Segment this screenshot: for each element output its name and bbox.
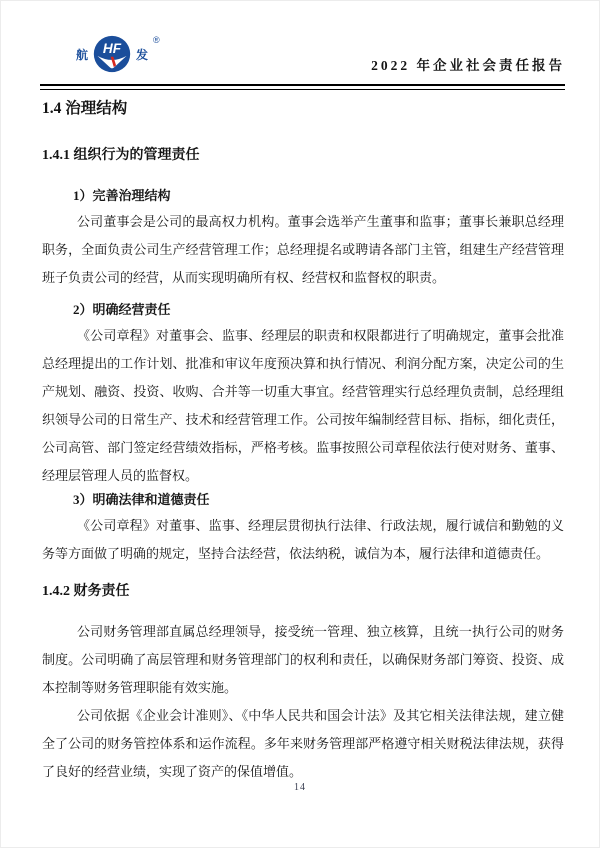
item-paragraph-3: 《公司章程》对董事、监事、经理层贯彻执行法律、行政法规，履行诚信和勤勉的义务等方面做了明确的规定，坚持合法经营，依法纳税，诚信为本，履行法律和道德责任。	[42, 518, 564, 561]
emblem-hf-text: HF	[102, 41, 122, 57]
hf-emblem-icon	[92, 34, 132, 74]
logo-left-char: 航	[76, 47, 89, 62]
document-body	[42, 92, 564, 786]
report-title: 2022 年企业社会责任报告	[371, 58, 565, 73]
header-divider	[40, 84, 565, 90]
item-paragraph-2: 《公司章程》对董事会、监事、经理层的职责和权限都进行了明确规定，董事会批准总经理提出的工作计划、批准和审议年度预决算和执行情况、利润分配方案，决定公司的生产规划、融资、投资、收购、合并等一切重大事宜。经营管理实行总经理负责制，总经理组织领导公司的日常生产、技术和经营管理工作。公司按年编制经营目标、指标，细化责任，公司高管、部门签定经营绩效指标，严格考核。监事按照公司章程依法行使对财务、董事、经理层管理人员的监督权。	[42, 328, 564, 483]
company-logo	[76, 34, 159, 74]
item-heading-3: 3）明确法律和道德责任	[73, 492, 210, 507]
logo-right-char: 发	[136, 47, 149, 62]
section-heading-1-4: 1.4 治理结构	[42, 100, 128, 117]
item-heading-2: 2）明确经营责任	[73, 302, 171, 317]
finance-paragraph-1: 公司财务管理部直属总经理领导，接受统一管理、独立核算，且统一执行公司的财务制度。公司明确了高层管理和财务管理部门的权利和责任，以确保财务部门筹资、投资、成本控制等财务管理职能有效实施。	[42, 624, 564, 695]
finance-paragraph-2: 公司依据《企业会计准则》、《中华人民共和国会计法》及其它相关法律法规，建立健全了公司的财务管控体系和运作流程。多年来财务管理部严格遵守相关财税法律法规，获得了良好的经营业绩，实现了资产的保值增值。	[42, 708, 564, 779]
item-heading-1: 1）完善治理结构	[73, 188, 171, 203]
subsection-heading-1-4-2: 1.4.2 财务责任	[42, 584, 130, 599]
item-paragraph-1: 公司董事会是公司的最高权力机构。董事会选举产生董事和监事；董事长兼职总经理职务，全面负责公司生产经营管理工作；总经理提名或聘请各部门主管，组建生产经营管理班子负责公司的经营，从而实现明确所有权、经营权和监督权的职责。	[42, 214, 564, 285]
subsection-heading-1-4-1: 1.4.1 组织行为的管理责任	[42, 148, 200, 163]
page-number: 14	[294, 782, 306, 793]
registered-trademark-icon: ®	[153, 35, 160, 45]
page-header	[40, 30, 565, 86]
